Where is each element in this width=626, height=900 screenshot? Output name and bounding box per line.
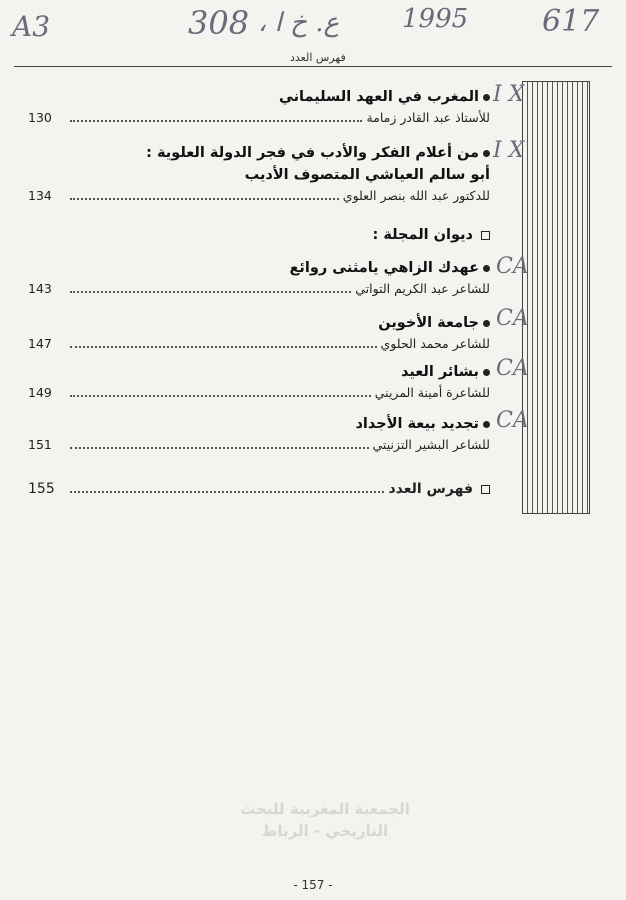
handwritten-mark: CA	[496, 306, 529, 331]
handwritten-mark: I X	[493, 82, 525, 107]
bullet-icon	[483, 421, 490, 428]
section-heading	[28, 224, 490, 246]
bullet-icon	[483, 265, 490, 272]
running-head: فهرس العدد	[290, 51, 346, 64]
entry-page: 147	[28, 336, 52, 351]
entry-leader	[28, 188, 490, 204]
square-bullet-icon	[481, 231, 490, 240]
bullet-icon	[483, 150, 490, 157]
bullet-icon	[483, 369, 490, 376]
handwritten-page: 617	[542, 4, 600, 39]
entry-page: 151	[28, 437, 52, 452]
handwritten-year: 1995	[402, 4, 469, 34]
toc-entry	[28, 361, 490, 401]
header-rule	[14, 66, 612, 67]
entry-title: جامعة الأخوين	[28, 312, 490, 334]
handwritten-mark: CA	[496, 356, 529, 381]
entry-page: 149	[28, 385, 52, 400]
page-number: - 157 -	[293, 878, 333, 892]
toc-entry	[28, 142, 490, 204]
entry-author: للدكتور عبد الله بنصر العلوي	[342, 188, 490, 203]
dot-leader	[70, 447, 369, 449]
handwritten-number: 308	[188, 4, 250, 42]
handwritten-mark: CA	[496, 254, 529, 279]
entry-leader	[28, 336, 490, 352]
entry-page: 134	[28, 188, 52, 203]
dot-leader	[70, 346, 377, 348]
entry-author: للشاعر محمد الحلوي	[380, 336, 490, 351]
entry-title: عهدك الزاهي يامثنى روائع	[28, 257, 490, 279]
section-title: ديوان المجلة :	[372, 227, 473, 243]
entry-title: المغرب في العهد السليماني	[28, 86, 490, 108]
handwritten-code: ع. خ ا ،	[258, 8, 339, 38]
entry-author: للشاعر البشير التزنيتي	[372, 437, 490, 452]
entry-leader	[28, 385, 490, 401]
entry-leader	[28, 110, 490, 126]
entry-title: بشائر العيد	[28, 361, 490, 383]
dot-leader	[70, 395, 371, 397]
entry-page: 130	[28, 110, 52, 125]
entry-title-line-2: أبو سالم العياشي المتصوف الأديب	[244, 167, 490, 183]
entry-page: 155	[28, 481, 55, 497]
square-bullet-icon	[481, 485, 490, 494]
toc-index-entry	[28, 479, 490, 497]
bullet-icon	[483, 320, 490, 327]
bullet-icon	[483, 94, 490, 101]
entry-page: 143	[28, 281, 52, 296]
index-title: فهرس العدد	[388, 481, 473, 497]
entry-title: من أعلام الفكر والأدب في فجر الدولة العلوية :	[28, 142, 490, 164]
entry-author: للشاعرة أمينة المريني	[374, 385, 490, 400]
dot-leader	[70, 198, 339, 200]
toc-entry	[28, 86, 490, 126]
toc-entry	[28, 312, 490, 352]
entry-title: تجديد بيعة الأجداد	[28, 413, 490, 435]
toc-entry	[28, 257, 490, 297]
faded-stamp: الجمعية المغربية للبحث التاريخي - الرباط	[240, 800, 410, 840]
entry-leader	[28, 281, 490, 297]
decorative-stripe-panel	[522, 81, 590, 514]
handwritten-mark: I X	[493, 138, 525, 163]
handwritten-mark: CA	[496, 408, 529, 433]
toc-entry	[28, 413, 490, 453]
dot-leader	[70, 291, 351, 293]
handwritten-shelf-code: A3	[12, 10, 51, 43]
entry-author: للشاعر عبد الكريم التواتي	[355, 281, 490, 296]
entry-leader	[28, 437, 490, 453]
entry-author: للأستاذ عبد القادر زمامة	[366, 110, 490, 125]
dot-leader	[70, 491, 384, 493]
dot-leader	[70, 120, 362, 122]
